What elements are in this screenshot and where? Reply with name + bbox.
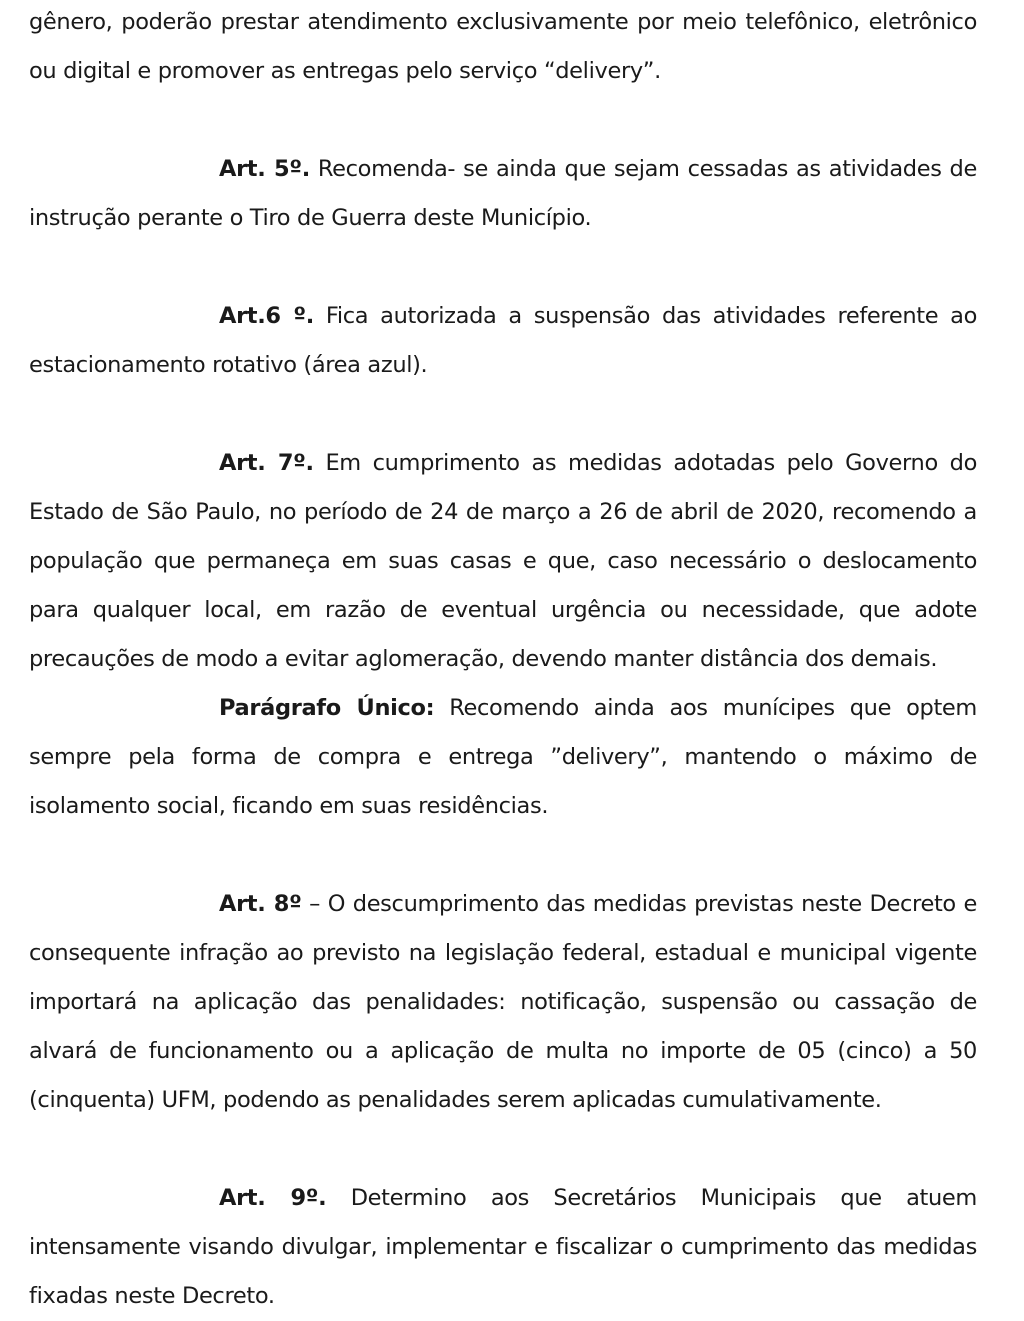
sole-paragraph-heading: Parágrafo Único: (219, 695, 435, 721)
article-7-sole-paragraph (29, 684, 977, 831)
paragraph-gap (29, 96, 977, 145)
sole-paragraph-text: Recomendo ainda aos munícipes que optem sempre pela forma de compra e entrega ”delivery”, mantendo o máximo de isolamento social, ficando em suas residências. (29, 695, 977, 819)
article-8 (29, 880, 977, 1125)
article-heading: Art. 5º. (219, 156, 310, 182)
article-heading: Art. 8º (219, 891, 302, 917)
paragraph-gap (29, 1125, 977, 1174)
article-heading: Art. 9º. (219, 1185, 327, 1211)
paragraph-gap (29, 390, 977, 439)
article-5 (29, 145, 977, 243)
article-6 (29, 292, 977, 390)
article-text: – O descumprimento das medidas previstas neste Decreto e consequente infração ao previsto na legislação federal, estadual e municipal vigente importará na aplicação das penalidades: notificação, suspensão ou cassação de alvará de funcionamento ou a aplicação de multa no importe de 05 (cinco) a 50 (cinquenta) UFM, podendo as penalidades serem aplicadas cumulativamente. (29, 891, 978, 1113)
article-text: Em cumprimento as medidas adotadas pelo Governo do Estado de São Paulo, no período de 24 de março a 26 de abril de 2020, recomendo a população que permaneça em suas casas e que, caso necessário o deslocamento para qualquer local, em razão de eventual urgência ou necessidade, que adote precauções de modo a evitar aglomeração, devendo manter distância dos demais. (29, 450, 977, 672)
article-text: Determino aos Secretários Municipais que atuem intensamente visando divulgar, implementar e fiscalizar o cumprimento das medidas fixadas neste Decreto. (29, 1185, 977, 1309)
paragraph-text: gênero, poderão prestar atendimento exclusivamente por meio telefônico, eletrônico ou digital e promover as entregas pelo serviço “delivery”. (29, 9, 977, 84)
article-text: Fica autorizada a suspensão das atividades referente ao estacionamento rotativo (área azul). (29, 303, 977, 378)
paragraph-continuation (29, 0, 977, 96)
paragraph-gap (29, 243, 977, 292)
article-heading: Art. 7º. (219, 450, 314, 476)
document-page (29, 0, 977, 1321)
article-9 (29, 1174, 977, 1321)
paragraph-gap (29, 831, 977, 880)
article-7 (29, 439, 977, 684)
article-text: Recomenda- se ainda que sejam cessadas as atividades de instrução perante o Tiro de Guerra deste Município. (29, 156, 977, 231)
article-heading: Art.6 º. (219, 303, 314, 329)
